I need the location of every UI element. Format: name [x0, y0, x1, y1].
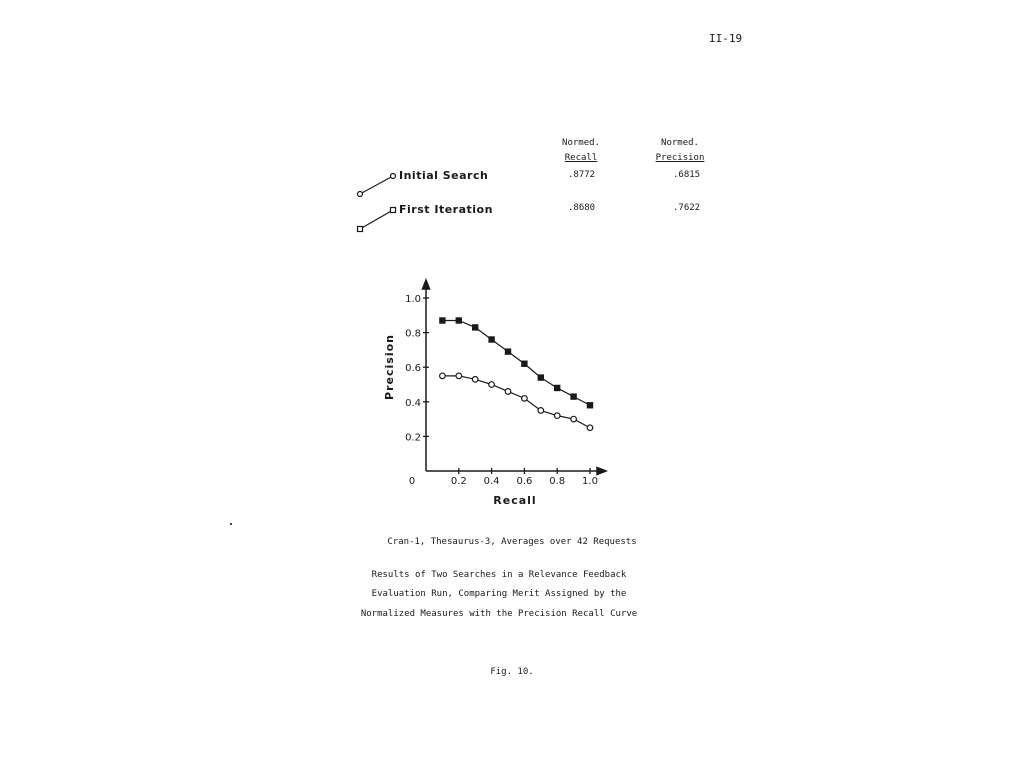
point-first-iteration — [538, 374, 544, 380]
initial-recall-value: .8772 — [568, 170, 596, 180]
point-first-iteration — [488, 336, 494, 342]
page-number: II-19 — [709, 32, 743, 45]
point-initial-search — [554, 413, 560, 419]
caption-line-1: Results of Two Searches in a Relevance Feedback — [371, 570, 627, 580]
point-initial-search — [440, 373, 446, 379]
point-first-iteration — [472, 324, 478, 330]
x-axis-arrow — [597, 468, 606, 475]
point-initial-search — [571, 416, 577, 422]
precision-header-line1: Normed. — [661, 138, 699, 148]
caption-line-3: Normalized Measures with the Precision Recall Curve — [360, 609, 638, 619]
x-tick-label: 0.6 — [516, 476, 533, 487]
legend-iteration-square-low — [358, 227, 363, 232]
recall-header-line2: Recall — [564, 153, 598, 163]
iteration-precision-value: .7622 — [673, 203, 701, 213]
legend-initial-line — [360, 176, 393, 194]
point-first-iteration — [587, 402, 593, 408]
point-first-iteration — [570, 393, 576, 399]
x-tick-label: 1.0 — [582, 476, 598, 487]
recall-header-line1: Normed. — [562, 138, 600, 148]
point-first-iteration — [505, 348, 511, 354]
point-first-iteration — [439, 317, 445, 323]
y-tick-label: 0.2 — [405, 432, 421, 444]
y-tick-label: 0.6 — [405, 363, 421, 375]
normed-recall-header — [556, 136, 606, 166]
x-axis-label: Recall — [493, 494, 537, 507]
y-tick-label: 0.4 — [405, 397, 421, 409]
caption-subtitle: Cran-1, Thesaurus-3, Averages over 42 Requests — [387, 537, 637, 547]
iteration-recall-value: .8680 — [568, 203, 596, 213]
legend-initial-circle-high — [391, 174, 396, 179]
point-first-iteration — [521, 361, 527, 367]
initial-precision-value: .6815 — [673, 170, 701, 180]
y-axis-arrow — [423, 280, 430, 289]
precision-recall-chart — [370, 275, 620, 515]
legend-label-iteration: First Iteration — [399, 203, 493, 216]
legend-initial-circle-low — [358, 192, 363, 197]
series-line-initial-search — [442, 376, 590, 428]
point-initial-search — [456, 373, 462, 379]
legend-iteration-line — [360, 210, 393, 229]
x-tick-label: 0.2 — [450, 476, 467, 487]
point-initial-search — [472, 377, 478, 383]
normed-precision-header — [650, 136, 710, 166]
series-line-first-iteration — [442, 320, 590, 405]
y-axis-label: Precision — [383, 334, 396, 400]
origin-label: 0 — [408, 476, 416, 487]
y-tick-label: 0.8 — [405, 328, 421, 340]
x-tick-label: 0.8 — [549, 476, 566, 487]
y-tick-label: 1.0 — [405, 294, 421, 305]
point-initial-search — [489, 382, 495, 388]
point-first-iteration — [554, 385, 560, 391]
point-initial-search — [587, 425, 593, 431]
x-tick-label: 0.4 — [483, 476, 500, 487]
caption-line-2: Evaluation Run, Comparing Merit Assigned by the — [371, 589, 627, 599]
scan-speck — [230, 523, 232, 525]
point-first-iteration — [456, 317, 462, 323]
precision-header-line2: Precision — [655, 153, 705, 163]
legend-label-initial: Initial Search — [399, 169, 489, 182]
point-initial-search — [505, 389, 511, 395]
figure-label: Fig. 10. — [490, 667, 534, 677]
point-initial-search — [522, 396, 528, 402]
point-initial-search — [538, 408, 544, 414]
legend-iteration-square-high — [391, 208, 396, 213]
